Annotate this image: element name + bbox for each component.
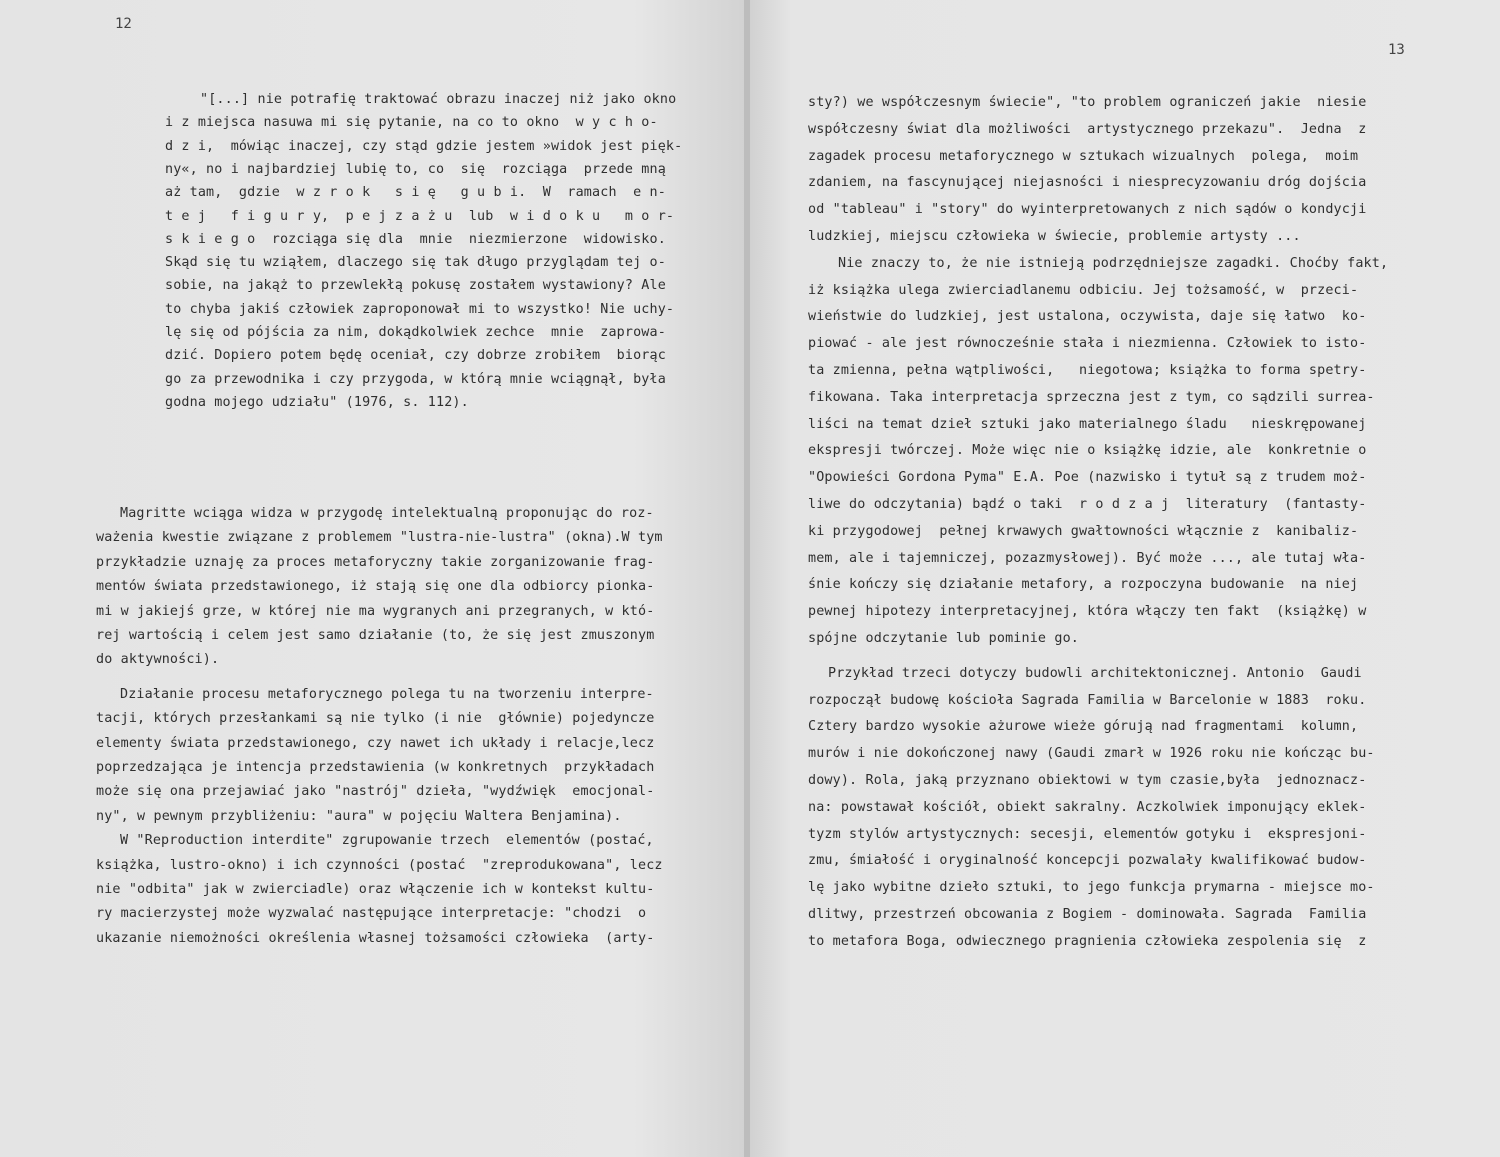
page-number: 12: [115, 16, 132, 32]
page-number: 13: [1388, 42, 1405, 58]
text-line: dzić. Dopiero potem będę oceniał, czy dobrze zrobiłem biorąc: [165, 348, 666, 364]
left-page: [0, 0, 746, 1157]
text-line: Magritte wciąga widza w przygodę intelektualną proponując do roz-: [120, 506, 654, 521]
text-line: może się ona przejawiać jako "nastrój" dzieła, "wydźwięk emocjonal-: [96, 784, 655, 800]
text-line: nie "odbita" jak w zwierciadle) oraz włączenie ich w kontekst kultu-: [96, 882, 655, 897]
text-line: wieństwie do ludzkiej, jest ustalona, oczywista, daje się łatwo ko-: [808, 309, 1367, 325]
text-line: sobie, na jakąż to przewlekłą pokusę zostałem wystawiony? Ale: [165, 278, 666, 294]
text-line: liwe do odczytania) bądź o taki r o d z a j literatury (fantasty-: [808, 497, 1367, 512]
text-line: Nie znaczy to, że nie istnieją podrzędniejsze zagadki. Choćby fakt,: [838, 255, 1389, 271]
text-line: to chyba jakiś człowiek zaproponował mi to wszystko! Nie uchy-: [165, 301, 675, 317]
book-gutter: [744, 0, 750, 1157]
text-line: do aktywności).: [96, 652, 220, 668]
text-line: rej wartością i celem jest samo działanie (to, że się jest zmuszonym: [96, 628, 655, 643]
text-line: lę się od pójścia za nim, dokądkolwiek zechce mnie zaprowa-: [165, 325, 666, 340]
text-line: piować - ale jest równocześnie stała i niezmienna. Człowiek to isto-: [808, 336, 1367, 352]
text-line: godna mojego udziału" (1976, s. 112).: [165, 394, 469, 410]
text-line: liści na temat dzieł sztuki jako materialnego śladu nieskrępowanej: [808, 416, 1367, 432]
text-line: go za przewodnika i czy przygoda, w którą mnie wciągnął, była: [165, 371, 666, 387]
text-line: zagadek procesu metaforycznego w sztukach wizualnych polega, moim: [808, 148, 1359, 164]
text-line: Skąd się tu wziąłem, dlaczego się tak długo przyglądam tej o-: [165, 255, 666, 271]
text-line: zmu, śmiałość i oryginalność koncepcji pozwalały kwalifikować budow-: [808, 853, 1367, 869]
text-line: Działanie procesu metaforycznego polega tu na tworzeniu interpre-: [120, 686, 654, 702]
text-line: ta zmienna, pełna wątpliwości, niegotowa; książka to forma spetry-: [808, 363, 1367, 378]
text-line: d z i, mówiąc inaczej, czy stąd gdzie jestem »widok jest pięk-: [165, 138, 683, 154]
text-line: ukazanie niemożności określenia własnej tożsamości człowieka (arty-: [96, 930, 655, 946]
text-line: ny", w pewnym przybliżeniu: "aura" w pojęciu Waltera Benjamina).: [96, 808, 622, 824]
text-line: iż książka ulega zwierciadlanemu odbiciu. Jej tożsamość, w przeci-: [808, 282, 1359, 298]
text-line: W "Reproduction interdite" zgrupowanie trzech elementów (postać,: [120, 833, 654, 849]
text-line: ekspresji twórczej. Może więc nie o książkę idzie, ale konkretnie o: [808, 443, 1367, 459]
text-line: Przykład trzeci dotyczy budowli architektonicznej. Antonio Gaudi: [828, 665, 1362, 681]
text-line: lę jako wybitne dzieło sztuki, to jego funkcja prymarna - miejsce mo-: [808, 880, 1375, 896]
text-line: "Opowieści Gordona Pyma" E.A. Poe (nazwisko i tytuł są z trudem moż-: [808, 470, 1367, 486]
text-line: poprzedzająca je intencja przedstawienia (w konkretnych przykładach: [96, 760, 655, 775]
text-line: zdaniem, na fascynującej niejasności i niesprecyzowaniu dróg dojścia: [808, 175, 1367, 191]
text-line: mem, ale i tajemniczej, pozazmysłowej). Być może ..., ale tutaj wła-: [808, 550, 1367, 566]
text-line: sty?) we współczesnym świecie", "to problem ograniczeń jakie niesie: [808, 95, 1367, 110]
text-line: ry macierzystej może wyzwalać następujące interpretacje: "chodzi o: [96, 906, 647, 922]
text-line: aż tam, gdzie w z r o k s i ę g u b i. W ramach e n-: [165, 185, 666, 201]
text-line: książka, lustro-okno) i ich czynności (postać "zreprodukowana", lecz: [96, 857, 663, 873]
text-line: przykładzie uznaję za proces metaforyczny takie zorganizowanie frag-: [96, 554, 655, 570]
text-line: tyzm stylów artystycznych: secesji, elementów gotyku i ekspresjoni-: [808, 826, 1367, 842]
text-line: współczesny świat dla możliwości artystycznego przekazu". Jedna z: [808, 121, 1367, 137]
text-line: s k i e g o rozciąga się dla mnie niezmierzone widowisko.: [165, 231, 666, 247]
text-line: mentów świata przedstawionego, iż stają się one dla odbiorcy pionka-: [96, 579, 655, 595]
text-line: rozpoczął budowę kościoła Sagrada Familia w Barcelonie w 1883 roku.: [808, 692, 1367, 708]
text-line: mi w jakiejś grze, w której nie ma wygranych ani przegranych, w któ-: [96, 603, 655, 619]
text-line: dlitwy, przestrzeń obcowania z Bogiem - dominowała. Sagrada Familia: [808, 907, 1367, 922]
text-line: fikowana. Taka interpretacja sprzeczna jest z tym, co sądzili surrea-: [808, 389, 1375, 405]
text-line: to metafora Boga, odwiecznego pragnienia człowieka zespolenia się z: [808, 933, 1367, 949]
text-line: Cztery bardzo wysokie ażurowe wieże górują nad fragmentami kolumn,: [808, 719, 1359, 735]
text-line: tacji, których przesłankami są nie tylko (i nie głównie) pojedyncze: [96, 711, 655, 727]
right-page: [746, 0, 1500, 1157]
text-line: ny«, no i najbardziej lubię to, co się rozciąga przede mną: [165, 161, 666, 177]
text-line: t e j f i g u r y, p e j z a ż u lub w i d o k u m o r-: [165, 208, 675, 224]
text-line: na: powstawał kościół, obiekt sakralny. Aczkolwiek imponujący eklek-: [808, 799, 1367, 815]
text-line: elementy świata przedstawionego, czy nawet ich układy i relacje,lecz: [96, 735, 655, 751]
text-line: ludzkiej, miejscu człowieka w świecie, problemie artysty ...: [808, 229, 1301, 244]
text-line: murów i nie dokończonej nawy (Gaudi zmarł w 1926 roku nie kończąc bu-: [808, 746, 1375, 762]
text-line: od "tableau" i "story" do wyinterpretowanych z nich sądów o kondycji: [808, 202, 1367, 218]
text-line: pewnej hipotezy interpretacyjnej, która włączy ten fakt (książkę) w: [808, 604, 1367, 620]
text-line: spójne odczytanie lub pominie go.: [808, 631, 1079, 646]
text-line: śnie kończy się działanie metafory, a rozpoczyna budowanie na niej: [808, 577, 1359, 593]
text-line: ważenia kwestie związane z problemem "lustra-nie-lustra" (okna).W tym: [96, 530, 663, 546]
text-line: "[...] nie potrafię traktować obrazu inaczej niż jako okno: [200, 92, 677, 107]
text-line: i z miejsca nasuwa mi się pytanie, na co to okno w y c h o-: [165, 115, 658, 131]
text-line: dowy). Rola, jaką przyznano obiektowi w tym czasie,była jednoznacz-: [808, 773, 1367, 788]
text-line: ki przygodowej pełnej krwawych gwałtowności włącznie z kanibaliz-: [808, 523, 1359, 539]
